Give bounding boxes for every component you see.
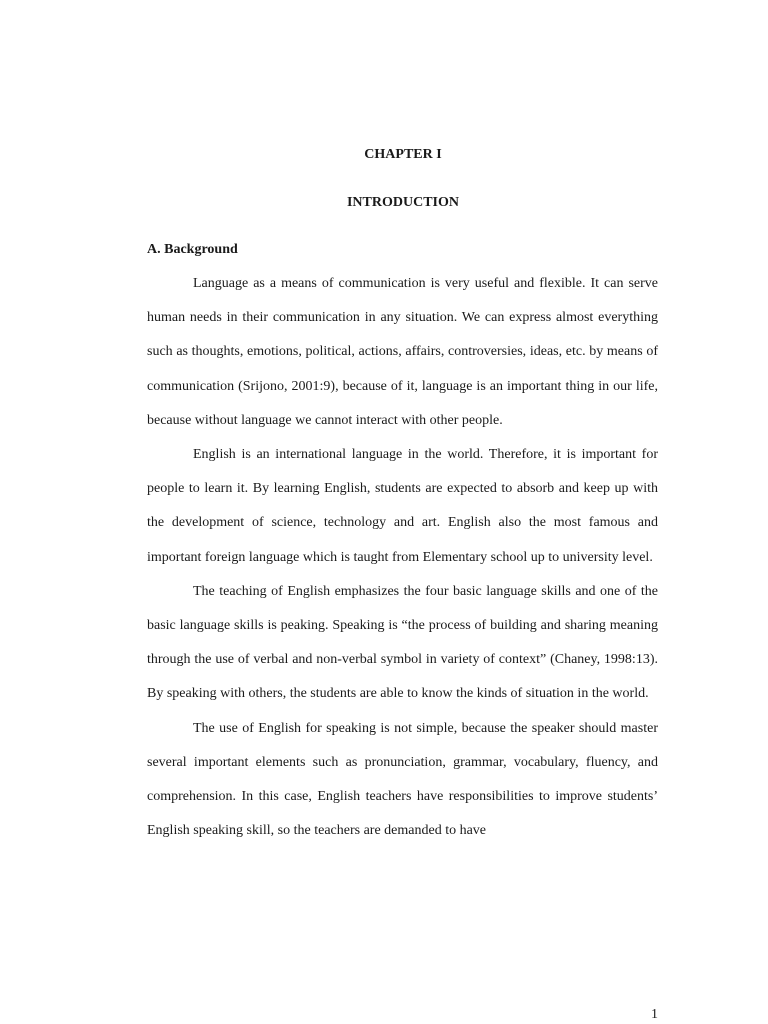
body-text — [147, 267, 658, 848]
paragraph: The use of English for speaking is not simple, because the speaker should master several important elements such as pronunciation, grammar, vocabulary, fluency, and comprehension. In this case, English teachers have responsibilities to improve students’ English speaking skill, so the teachers are demanded to have — [147, 720, 658, 839]
paragraph: English is an international language in the world. Therefore, it is important for people to learn it. By learning English, students are expected to absorb and keep up with the development of science, technology and art. English also the most famous and important foreign language which is taught from Elementary school up to university level. — [147, 447, 658, 565]
chapter-number: CHAPTER I — [364, 147, 442, 162]
page-number: 1 — [651, 1007, 658, 1022]
chapter-title: INTRODUCTION — [346, 195, 459, 210]
paragraph: The teaching of English emphasizes the four basic language skills and one of the basic language skills is peaking. Speaking is “the process of building and sharing meaning through the use of verbal and non-verbal symbol in variety of context” (Chaney, 1998:13). By speaking with others, the students are able to know the kinds of situation in the world. — [147, 583, 658, 702]
section-heading: A. Background — [147, 242, 238, 257]
paragraph: Language as a means of communication is very useful and flexible. It can serve human needs in their communication in any situation. We can express almost everything such as thoughts, emotions, political, actions, affairs, controversies, ideas, etc. by means of communication (Srijono, 2001:9), because of it, language is an important thing in our life, because without language we cannot interact with other people. — [147, 276, 658, 428]
